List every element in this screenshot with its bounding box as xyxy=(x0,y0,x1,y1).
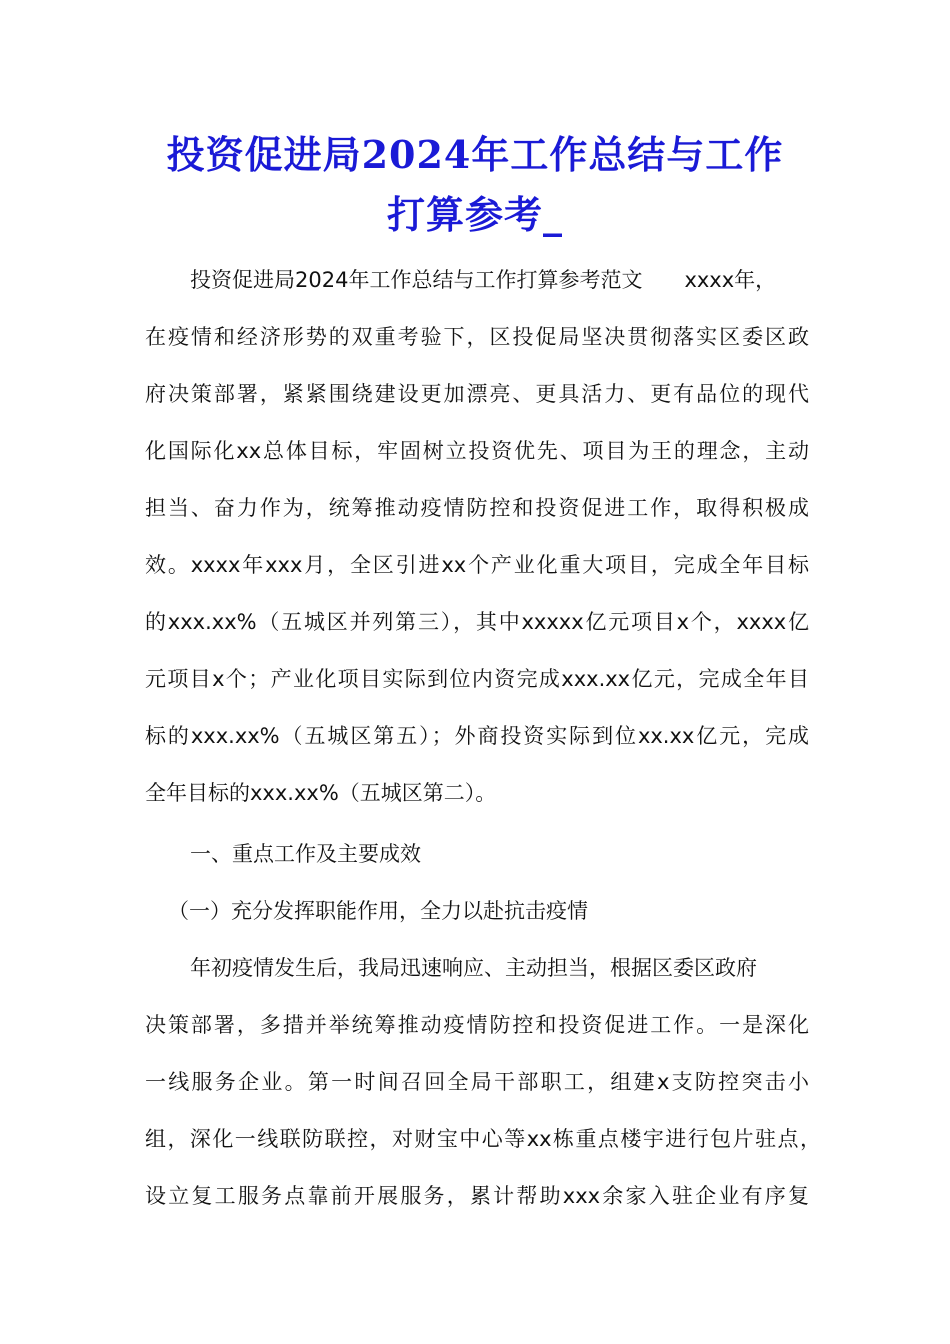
subsection-heading: （一）充分发挥职能作用，全力以赴抗击疫情 xyxy=(168,899,588,923)
paragraph-2-line-1: 年初疫情发生后，我局迅速响应、主动担当，根据区委区政府 xyxy=(190,956,757,980)
paragraph-1-line-4: 化国际化xx总体目标，牢固树立投资优先、项目为王的理念，主动 xyxy=(145,439,809,463)
paragraph-2-line-4: 组，深化一线联防联控，对财宝中心等xx栋重点楼宇进行包片驻点， xyxy=(145,1127,821,1151)
paragraph-1-line-7: 的xxx.xx%（五城区并列第三），其中xxxxx亿元项目x个，xxxx亿 xyxy=(145,610,809,634)
paragraph-1-line-10: 全年目标的xxx.xx%（五城区第二）。 xyxy=(145,781,497,805)
paragraph-1-line-3: 府决策部署，紧紧围绕建设更加漂亮、更具活力、更有品位的现代 xyxy=(145,382,809,406)
document-title-line-2: 打算参考_ xyxy=(386,192,563,237)
section-heading: 一、重点工作及主要成效 xyxy=(190,842,421,866)
paragraph-1-line-8: 元项目x个；产业化项目实际到位内资完成xxx.xx亿元，完成全年目 xyxy=(145,667,809,691)
paragraph-1-line-6: 效。xxxx年xxx月，全区引进xx个产业化重大项目，完成全年目标 xyxy=(145,553,809,577)
paragraph-2-line-5: 设立复工服务点靠前开展服务，累计帮助xxx余家入驻企业有序复 xyxy=(145,1184,809,1208)
paragraph-2-line-3: 一线服务企业。第一时间召回全局干部职工，组建x支防控突击小 xyxy=(145,1070,809,1094)
paragraph-1-line-1: 投资促进局2024年工作总结与工作打算参考范文 xxxx年， xyxy=(190,268,777,292)
paragraph-1-line-5: 担当、奋力作为，统筹推动疫情防控和投资促进工作，取得积极成 xyxy=(145,496,809,520)
document-title-line-1: 投资促进局2024年工作总结与工作 xyxy=(166,132,784,177)
paragraph-1-line-9: 标的xxx.xx%（五城区第五）；外商投资实际到位xx.xx亿元，完成 xyxy=(145,724,809,748)
paragraph-1-line-2: 在疫情和经济形势的双重考验下，区投促局坚决贯彻落实区委区政 xyxy=(145,325,809,349)
paragraph-2-line-2: 决策部署，多措并举统筹推动疫情防控和投资促进工作。一是深化 xyxy=(145,1013,809,1037)
